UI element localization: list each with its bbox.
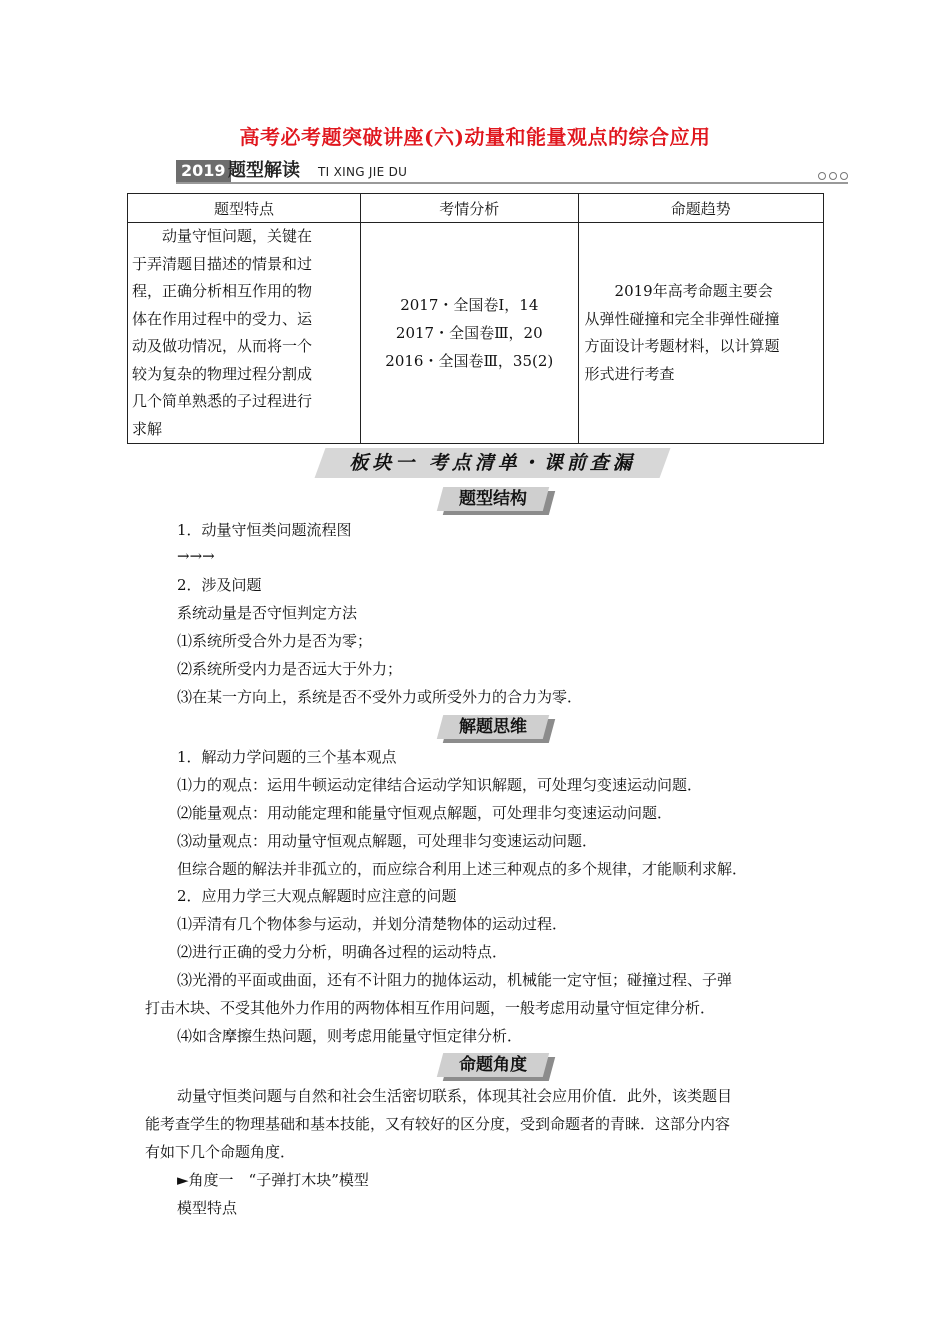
cell-line: 较为复杂的物理过程分割成 [132,364,313,383]
text-line: 动量守恒类问题与自然和社会生活密切联系，体现其社会应用价值．此外，该类题目 [177,1087,733,1105]
text-line: 1．动量守恒类问题流程图 [177,521,352,539]
banner-rule [176,182,848,184]
cell-line: 2016・全国卷Ⅲ，35(2) [385,352,554,370]
cell-line: 于弄清题目描述的情景和过 [132,254,313,273]
text-line: 能考查学生的物理基础和基本技能，又有较好的区分度，受到命题者的青睐．这部分内容 [145,1115,731,1133]
banner-year: 2019 [176,160,231,182]
text-line: ⑵能量观点：用动能定理和能量守恒观点解题，可处理非匀变速运动问题． [177,804,673,822]
text-line: →→→ [177,547,215,565]
text-line: 打击木块、不受其他外力作用的两物体相互作用问题，一般考虑用动量守恒定律分析． [145,999,716,1017]
section-banner-title: 板块一 考点清单・课前查漏 [349,452,636,474]
text-line: 系统动量是否守恒判定方法 [177,604,358,622]
text-line: 有如下几个命题角度． [145,1143,296,1161]
text-line: ⑶动量观点：用动量守恒观点解题，可处理非匀变速运动问题． [177,832,598,850]
banner-label: 题型解读 [228,160,300,181]
text-line: 2．涉及问题 [177,576,262,594]
text-line: ►角度一 “子弹打木块”模型 [177,1171,369,1189]
cell-line: 动及做功情况，从而将一个 [132,337,313,355]
subsection-title: 命题角度 [459,1055,527,1075]
text-line: 模型特点 [177,1199,238,1217]
text-line: ⑶光滑的平面或曲面，还有不计阻力的抛体运动，机械能一定守恒；碰撞过程、子弹 [177,971,733,989]
section-header-banner [176,160,848,182]
cell-line: 几个简单熟悉的子过程进行 [132,392,313,410]
banner-pinyin: TI XING JIE DU [318,165,408,179]
table-row [128,223,824,444]
text-line: 但综合题的解法并非孤立的，而应综合利用上述三种观点的多个规律，才能顺利求解． [177,860,748,878]
cell-line: 动量守恒问题，关键在 [162,227,313,245]
trend-cell [578,223,823,444]
page-title: 高考必考题突破讲座(六)动量和能量观点的综合应用 [239,125,711,149]
text-line: ⑴力的观点：运用牛顿运动定律结合运动学知识解题，可处理匀变速运动问题． [177,776,703,794]
cell-line: 求解 [132,419,163,438]
exam-analysis-cell [361,223,579,444]
cell-line: 方面设计考题材料，以计算题 [584,337,780,355]
feature-cell [128,223,361,444]
text-line: 1．解动力学问题的三个基本观点 [177,748,397,766]
analysis-table [127,193,824,444]
text-line: ⑵系统所受内力是否远大于外力； [177,660,403,678]
table-header-row [128,194,824,223]
text-line: ⑴弄清有几个物体参与运动，并划分清楚物体的运动过程． [177,915,568,933]
subsection-title: 题型结构 [459,489,527,509]
cell-line: 2019年高考命题主要会 [614,282,773,300]
subsection-title: 解题思维 [459,717,527,737]
table-header: 命题趋势 [578,194,823,223]
text-line: ⑷如含摩擦生热问题，则考虑用能量守恒定律分析． [177,1027,523,1045]
table-header: 考情分析 [361,194,579,223]
cell-line: 程，正确分析相互作用的物 [132,282,313,300]
cell-line: 形式进行考查 [584,364,675,383]
text-line: ⑶在某一方向上，系统是否不受外力或所受外力的合力为零． [177,688,583,706]
cell-line: 体在作用过程中的受力、运 [132,309,313,328]
table-header: 题型特点 [128,194,361,223]
text-line: ⑴系统所受合外力是否为零； [177,632,373,650]
cell-line: 从弹性碰撞和完全非弹性碰撞 [584,309,780,328]
text-line: ⑵进行正确的受力分析，明确各过程的运动特点． [177,943,508,961]
text-line: 2．应用力学三大观点解题时应注意的问题 [177,887,457,905]
cell-line: 2017・全国卷Ⅲ，20 [395,324,543,342]
cell-line: 2017・全国卷Ⅰ，14 [400,296,539,314]
